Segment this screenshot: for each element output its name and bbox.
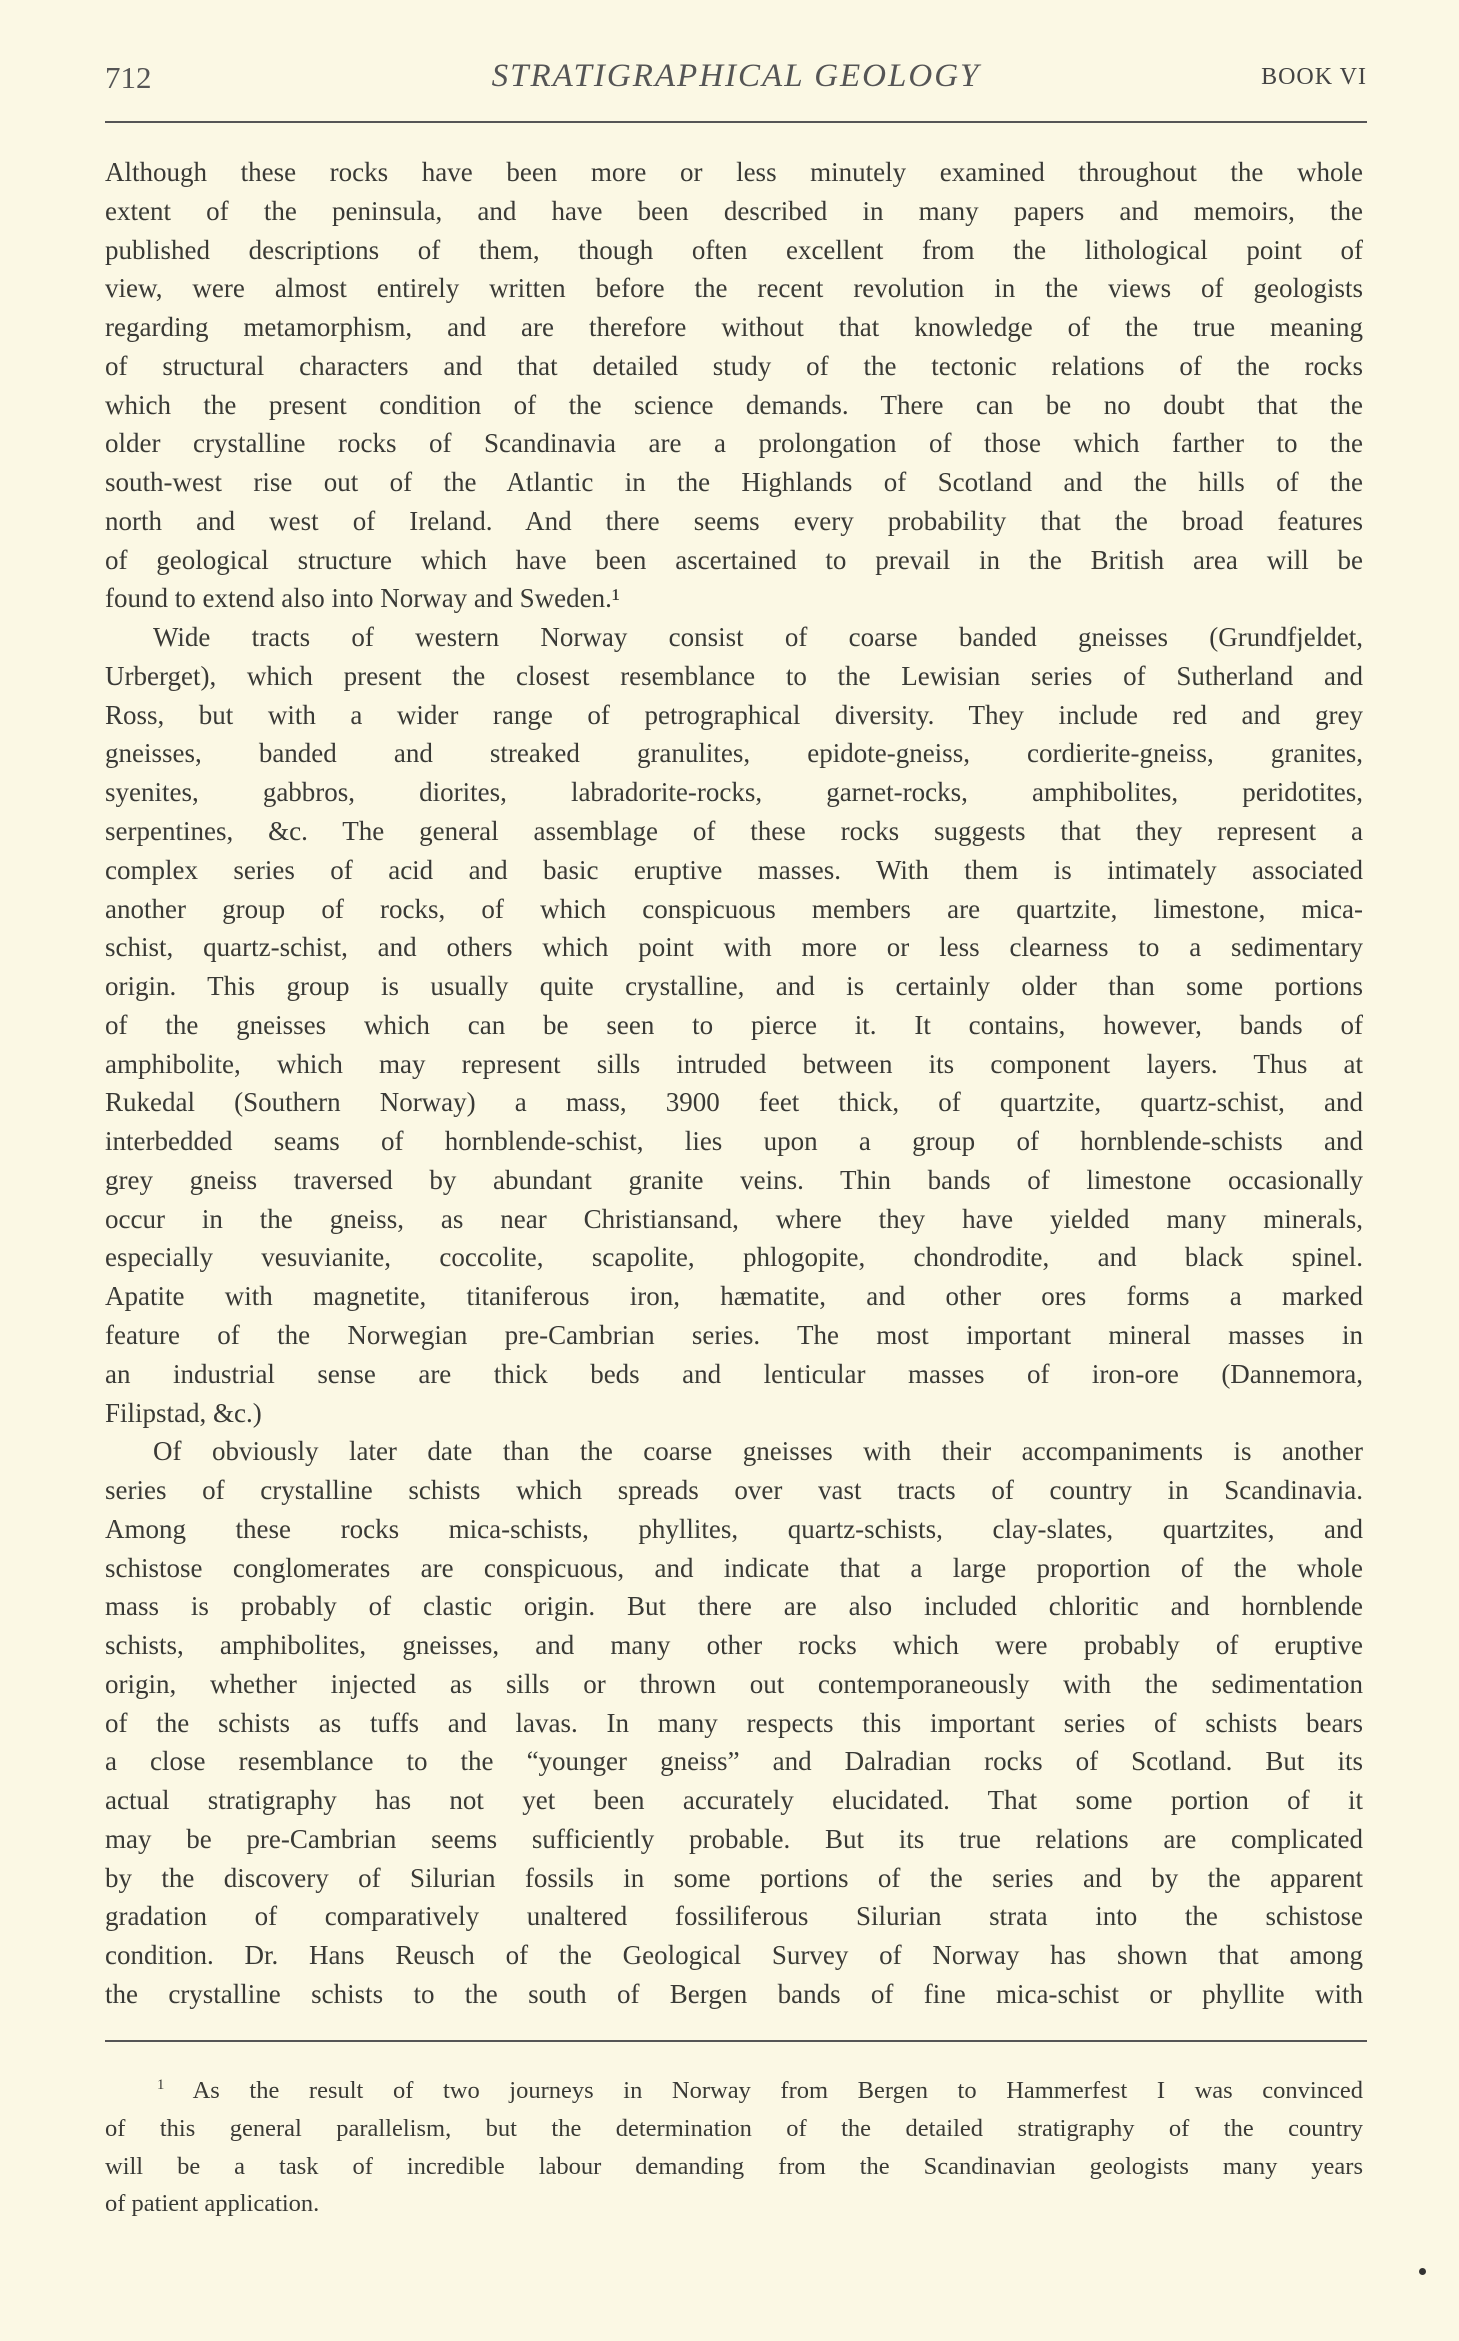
text-line: of geological structure which have been ascertained to prevail in the British area will be: [105, 544, 1363, 575]
footnote-text: As the result of two journeys in Norway from Bergen to Hammerfest I was convinced: [192, 2077, 1363, 2104]
text-line: north and west of Ireland. And there seems every probability that the broad features: [105, 505, 1363, 536]
text-line: feature of the Norwegian pre-Cambrian series. The most important mineral masses in: [105, 1319, 1363, 1350]
footnote-line: of this general parallelism, but the determination of the detailed stratigraphy of the country: [105, 2114, 1363, 2142]
text-line: Rukedal (Southern Norway) a mass, 3900 feet thick, of quartzite, quartz-schist, and: [105, 1087, 1363, 1118]
text-line: an industrial sense are thick beds and lenticular masses of iron-ore (Dannemora,: [105, 1358, 1363, 1389]
body-text: [105, 153, 1363, 2014]
text-line: actual stratigraphy has not yet been accurately elucidated. That some portion of it: [105, 1785, 1363, 1816]
footnote-marker: 1: [157, 2076, 165, 2093]
text-line: the crystalline schists to the south of Bergen bands of fine mica-schist or phyllite with: [105, 1978, 1363, 2009]
header-rule: [105, 121, 1367, 123]
running-header: [105, 58, 1367, 108]
book-label: BOOK VI: [1261, 64, 1367, 90]
paragraph: [105, 1432, 1363, 2013]
text-line: Apatite with magnetite, titaniferous iron, hæmatite, and other ores forms a marked: [105, 1281, 1363, 1312]
paragraph: [105, 153, 1363, 618]
text-line: south-west rise out of the Atlantic in the Highlands of Scotland and the hills of the: [105, 467, 1363, 498]
text-line: interbedded seams of hornblende-schist, lies upon a group of hornblende-schists and: [105, 1126, 1363, 1157]
text-line: Ross, but with a wider range of petrographical diversity. They include red and grey: [105, 699, 1363, 730]
text-line: amphibolite, which may represent sills intruded between its component layers. Thus at: [105, 1048, 1363, 1079]
footnote-line: [105, 2072, 1363, 2110]
page-speck: [1419, 2268, 1426, 2275]
page-number: 712: [105, 60, 152, 95]
text-line: complex series of acid and basic eruptive masses. With them is intimately associated: [105, 854, 1363, 885]
footnote-line: of patient application.: [105, 2190, 320, 2218]
text-line: of the gneisses which can be seen to pierce it. It contains, however, bands of: [105, 1009, 1363, 1040]
text-line: by the discovery of Silurian fossils in some portions of the series and by the apparent: [105, 1862, 1363, 1893]
text-line: Wide tracts of western Norway consist of coarse banded gneisses (Grundfjeldet,: [153, 622, 1363, 653]
text-line: found to extend also into Norway and Sweden.¹: [105, 583, 620, 614]
text-line: extent of the peninsula, and have been described in many papers and memoirs, the: [105, 195, 1363, 226]
text-line: Urberget), which present the closest resemblance to the Lewisian series of Sutherland and: [105, 660, 1363, 691]
text-line: Of obviously later date than the coarse gneisses with their accompaniments is another: [153, 1436, 1363, 1467]
text-line: published descriptions of them, though often excellent from the lithological point of: [105, 234, 1363, 265]
footnote-rule: [105, 2040, 1367, 2042]
text-line: another group of rocks, of which conspicuous members are quartzite, limestone, mica-: [105, 893, 1363, 924]
text-line: view, were almost entirely written before the recent revolution in the views of geologists: [105, 273, 1363, 304]
text-line: gneisses, banded and streaked granulites, epidote-gneiss, cordierite-gneiss, granites,: [105, 738, 1363, 769]
text-line: serpentines, &c. The general assemblage of these rocks suggests that they represent a: [105, 816, 1363, 847]
text-line: origin. This group is usually quite crystalline, and is certainly older than some portions: [105, 971, 1363, 1002]
text-line: which the present condition of the science demands. There can be no doubt that the: [105, 389, 1363, 420]
text-line: series of crystalline schists which spreads over vast tracts of country in Scandinavia.: [105, 1475, 1363, 1506]
text-line: origin, whether injected as sills or thrown out contemporaneously with the sedimentation: [105, 1668, 1363, 1699]
footnote: [105, 2072, 1363, 2223]
text-line: gradation of comparatively unaltered fossiliferous Silurian strata into the schistose: [105, 1901, 1363, 1932]
running-title: STRATIGRAPHICAL GEOLOGY: [491, 58, 981, 94]
text-line: older crystalline rocks of Scandinavia are a prolongation of those which farther to the: [105, 428, 1363, 459]
text-line: grey gneiss traversed by abundant granite veins. Thin bands of limestone occasionally: [105, 1164, 1363, 1195]
text-line: of structural characters and that detailed study of the tectonic relations of the rocks: [105, 350, 1363, 381]
text-line: schists, amphibolites, gneisses, and many other rocks which were probably of eruptive: [105, 1630, 1363, 1661]
text-line: a close resemblance to the “younger gneiss” and Dalradian rocks of Scotland. But its: [105, 1746, 1363, 1777]
text-line: especially vesuvianite, coccolite, scapolite, phlogopite, chondrodite, and black spinel.: [105, 1242, 1363, 1273]
text-line: Filipstad, &c.): [105, 1397, 262, 1428]
paragraph: [105, 618, 1363, 1432]
text-line: Among these rocks mica-schists, phyllites, quartz-schists, clay-slates, quartzites, and: [105, 1513, 1363, 1544]
text-line: condition. Dr. Hans Reusch of the Geological Survey of Norway has shown that among: [105, 1940, 1363, 1971]
footnote-line: will be a task of incredible labour demanding from the Scandinavian geologists many years: [105, 2152, 1363, 2180]
text-line: syenites, gabbros, diorites, labradorite-rocks, garnet-rocks, amphibolites, peridotites,: [105, 777, 1363, 808]
text-line: mass is probably of clastic origin. But there are also included chloritic and hornblende: [105, 1591, 1363, 1622]
text-line: regarding metamorphism, and are therefore without that knowledge of the true meaning: [105, 312, 1363, 343]
text-line: schist, quartz-schist, and others which point with more or less clearness to a sedimentary: [105, 932, 1363, 963]
text-line: may be pre-Cambrian seems sufficiently probable. But its true relations are complicated: [105, 1823, 1363, 1854]
text-line: Although these rocks have been more or less minutely examined throughout the whole: [105, 157, 1363, 187]
text-line: occur in the gneiss, as near Christiansand, where they have yielded many minerals,: [105, 1203, 1363, 1234]
text-line: of the schists as tuffs and lavas. In many respects this important series of schists bears: [105, 1707, 1363, 1738]
text-line: schistose conglomerates are conspicuous, and indicate that a large proportion of the whole: [105, 1552, 1363, 1583]
